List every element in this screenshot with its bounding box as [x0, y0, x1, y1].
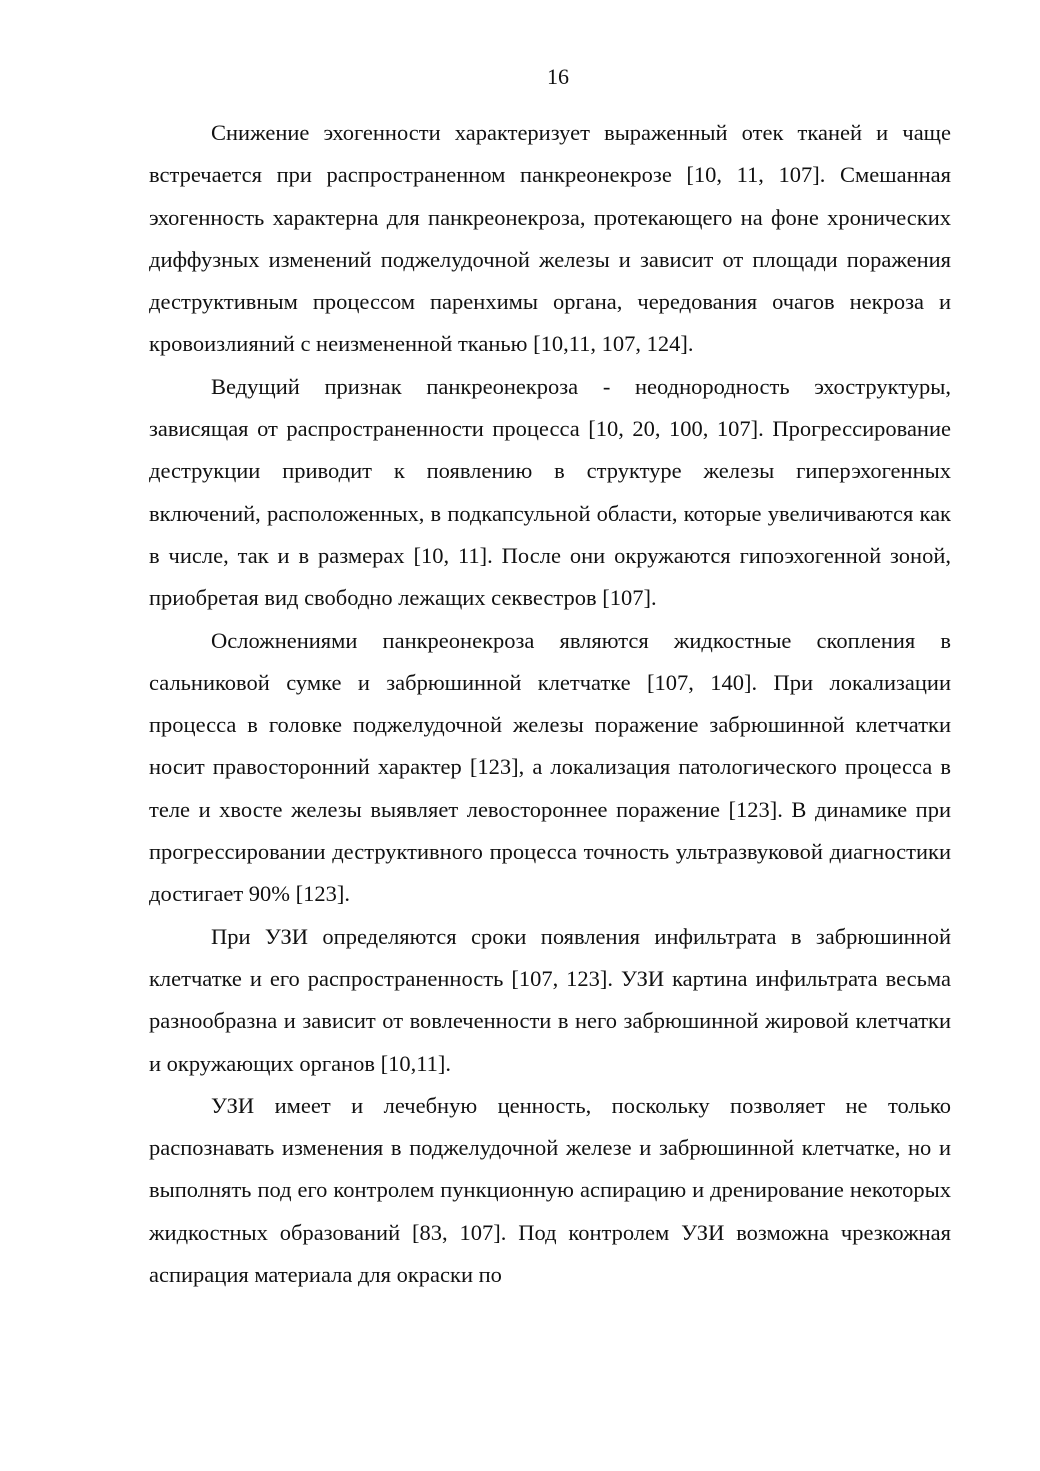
paragraph-echogenicity: Снижение эхогенности характеризует выраженный отек тканей и чаще встречается при распространенном панкреонекрозе [10, 11, 107]. Смешанная эхогенность характерна для панкреонекроза, протекающего на фоне хронических диффузных изменений поджелудочной железы и зависит от площади поражения деструктивным процессом паренхимы органа, чередования очагов некроза и кровоизлияний с неизмененной тканью [10,11, 107, 124].	[149, 120, 951, 357]
paragraph-heterogeneity: Ведущий признак панкреонекроза - неоднородность эхоструктуры, зависящая от распространенности процесса [10, 20, 100, 107]. Прогрессирование деструкции приводит к появлению в структуре железы гиперэхогенных включений, расположенных, в подкапсульной области, которые увеличиваются как в числе, так и в размерах [10, 11]. После они окружаются гипоэхогенной зоной, приобретая вид свободно лежащих секвестров [107].	[149, 373, 951, 611]
paragraph-infiltrate: При УЗИ определяются сроки появления инфильтрата в забрюшинной клетчатке и его распространенность [107, 123]. УЗИ картина инфильтрата весьма разнообразна и зависит от вовлеченности в него забрюшинной жировой клетчатки и окружающих органов [10,11].	[149, 923, 951, 1076]
paragraph-complications: Осложнениями панкреонекроза являются жидкостные скопления в сальниковой сумке и забрюшинной клетчатке [107, 140]. При локализации процесса в головке поджелудочной железы поражение забрюшинной клетчатки носит правосторонний характер [123], а локализация патологического процесса в теле и хвосте железы выявляет левостороннее поражение [123]. В динамике при прогрессировании деструктивного процесса точность ультразвуковой диагностики достигает 90% [123].	[149, 627, 951, 907]
paragraph-therapeutic-value: УЗИ имеет и лечебную ценность, поскольку позволяет не только распознавать изменения в поджелудочной железе и забрюшинной клетчатке, но и выполнять под его контролем пункционную аспирацию и дренирование некоторых жидкостных образований [83, 107]. Под контролем УЗИ возможна чрезкожная аспирация материала для окраски по	[149, 1092, 951, 1288]
body-text	[149, 112, 951, 1296]
page-number: 16	[547, 64, 569, 89]
